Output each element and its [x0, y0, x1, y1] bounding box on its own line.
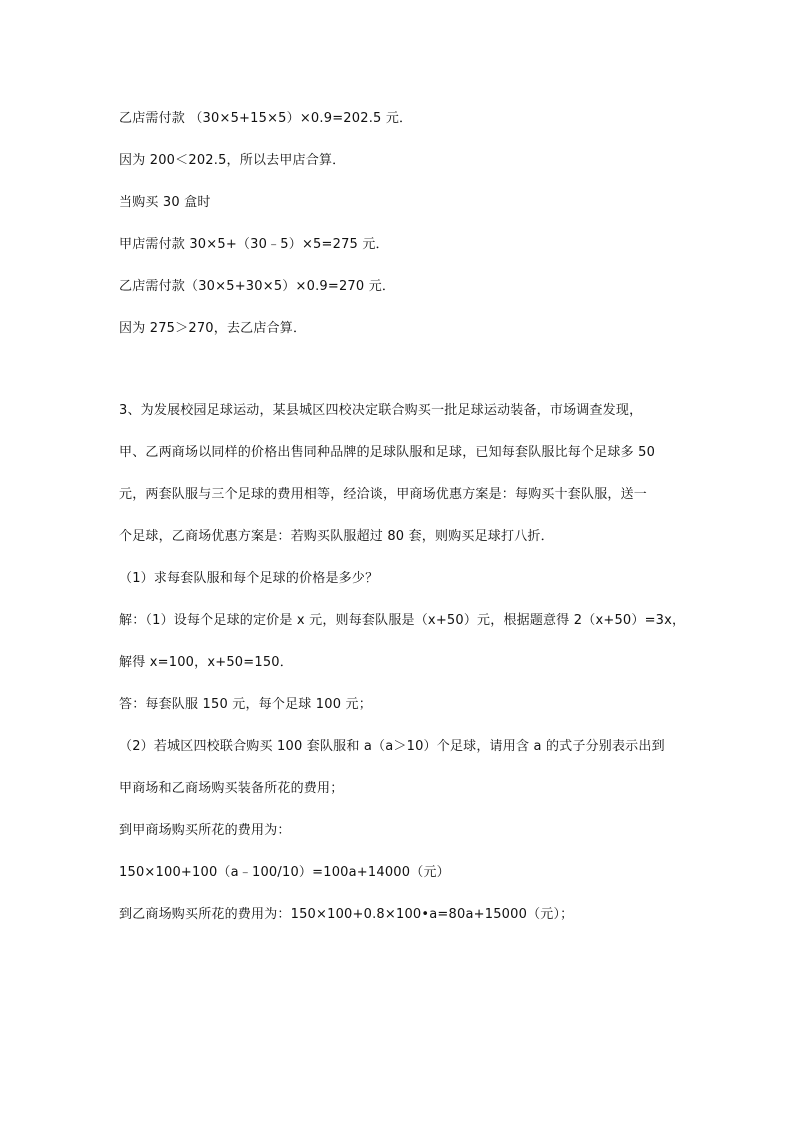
- text-line: 因为 200＜202.5，所以去甲店合算．: [119, 153, 346, 168]
- text-line: 甲店需付款 30×5+（30﹣5）×5=275 元．: [119, 237, 389, 252]
- text-line: 个足球，乙商场优惠方案是：若购买队服超过 80 套，则购买足球打八折．: [119, 529, 554, 544]
- formula-line: 到乙商场购买所花的费用为：150×100+0.8×100•a=80a+15000（元）；: [119, 907, 574, 922]
- text-line: 到甲商场购买所花的费用为：: [119, 823, 291, 838]
- text-line: 甲商场和乙商场购买装备所花的费用；: [119, 781, 344, 796]
- solution-1: 解：（1）设每个足球的定价是 x 元，则每套队服是（x+50）元，根据题意得 2（x+50）=3x，: [119, 613, 686, 628]
- text-line: 乙店需付款 （30×5+15×5）×0.9=202.5 元．: [119, 111, 413, 126]
- question-1: （1）求每套队服和每个足球的价格是多少？: [119, 571, 379, 586]
- text-line: 甲、乙两商场以同样的价格出售同种品牌的足球队服和足球，已知每套队服比每个足球多 50: [119, 445, 656, 460]
- text-line: 乙店需付款（30×5+30×5）×0.9=270 元．: [119, 279, 396, 294]
- answer-1: 答：每套队服 150 元，每个足球 100 元；: [119, 697, 372, 712]
- text-line: 因为 275＞270，去乙店合算．: [119, 321, 307, 336]
- question-2: （2）若城区四校联合购买 100 套队服和 a（a＞10）个足球，请用含 a 的式子分别表示出到: [119, 739, 665, 754]
- problem-3-statement: 3、为发展校园足球运动，某县城区四校决定联合购买一批足球运动装备，市场调查发现，: [119, 403, 643, 418]
- text-line: 元，两套队服与三个足球的费用相等，经洽谈，甲商场优惠方案是：每购买十套队服，送一: [119, 487, 648, 502]
- formula-line: 150×100+100（a﹣100/10）=100a+14000（元）: [119, 865, 450, 880]
- text-line: 解得 x=100，x+50=150．: [119, 655, 293, 670]
- text-line: 当购买 30 盒时: [119, 195, 211, 210]
